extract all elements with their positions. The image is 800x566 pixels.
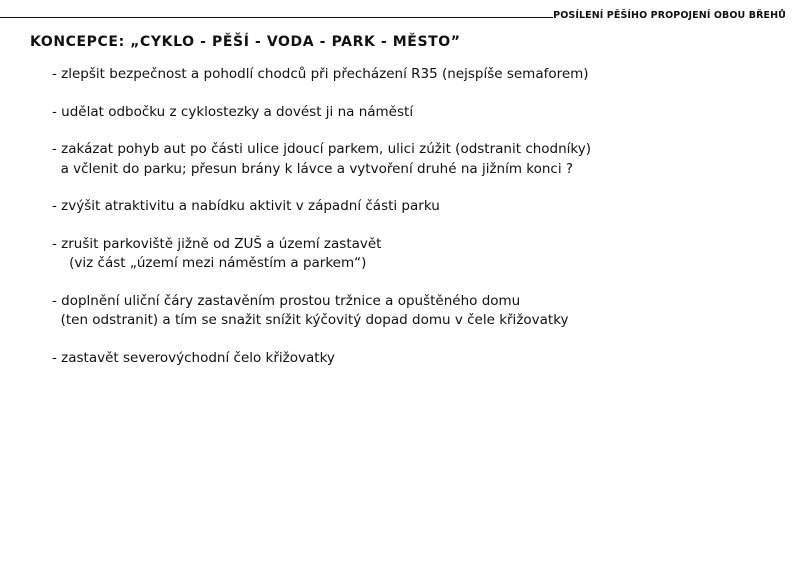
- list-item-line: - zastavět severovýchodní čelo křižovatky: [52, 349, 335, 366]
- list-item: [52, 103, 591, 123]
- list-item: [52, 65, 591, 85]
- list-item: [52, 292, 591, 331]
- list-item-line: - zvýšit atraktivitu a nabídku aktivit v západní části parku: [52, 198, 440, 214]
- list-item-line: a včlenit do parku; přesun brány k lávce a vytvoření druhé na jižním konci ?: [52, 160, 574, 177]
- list-item: [52, 235, 591, 274]
- page-title: KONCEPCE: „CYKLO - PĚŠÍ - VODA - PARK - MĚSTO”: [30, 34, 461, 50]
- concept-list: [52, 65, 591, 386]
- list-item: [52, 349, 591, 369]
- list-item: [52, 197, 591, 217]
- list-item-line: - zrušit parkoviště jižně od ZUŠ a území zastavět: [52, 235, 382, 252]
- list-item-line: - doplnění uliční čáry zastavěním prostou tržnice a opuštěného domu: [52, 292, 521, 309]
- list-item: [52, 140, 591, 179]
- list-item-line: - udělat odbočku z cyklostezky a dovést ji na náměstí: [52, 103, 414, 120]
- list-item-line: - zlepšit bezpečnost a pohodlí chodců při přecházení R35 (nejspíše semaforem): [52, 66, 589, 82]
- header-title: POSÍLENÍ PĚŠÍHO PROPOJENÍ OBOU BŘEHŮ: [553, 10, 786, 21]
- list-item-line: (viz část „území mezi náměstím a parkem“): [52, 255, 367, 271]
- header-rule: [0, 17, 553, 18]
- list-item-line: - zakázat pohyb aut po části ulice jdoucí parkem, ulici zúžit (odstranit chodníky): [52, 141, 592, 157]
- list-item-line: (ten odstranit) a tím se snažit snížit kýčovitý dopad domu v čele křižovatky: [52, 312, 569, 328]
